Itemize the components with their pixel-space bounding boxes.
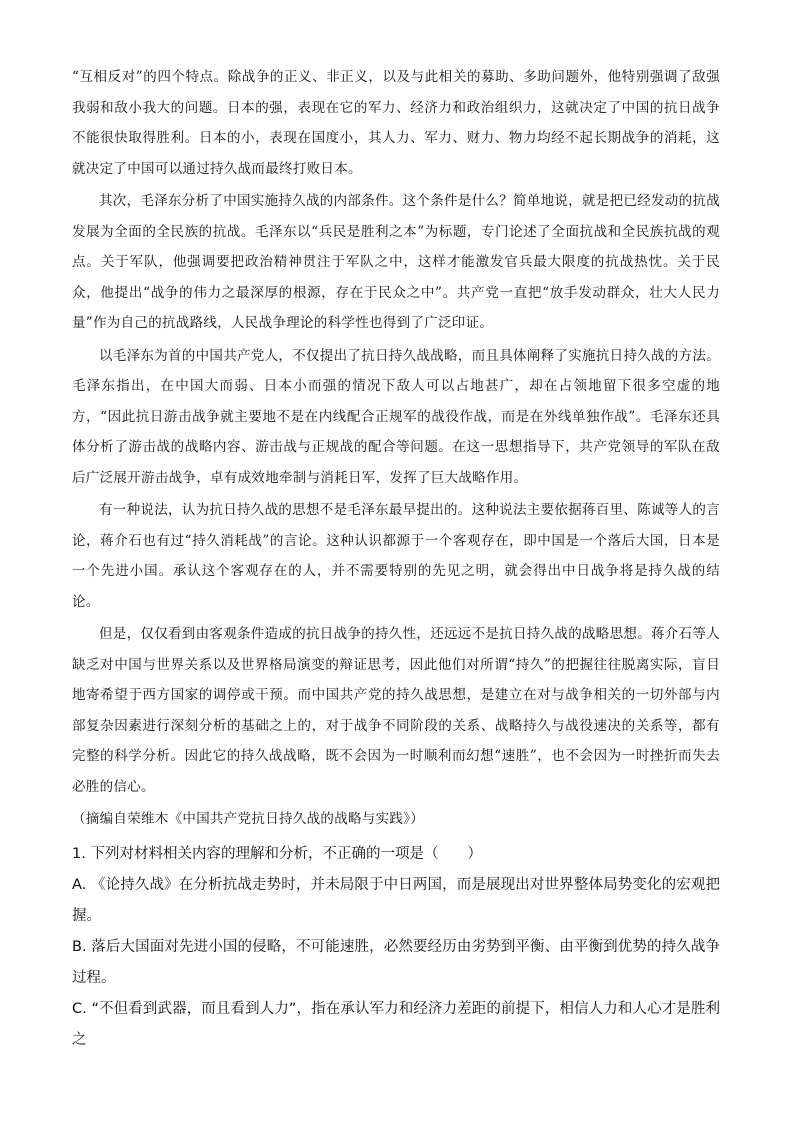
question-stem: 1. 下列对材料相关内容的理解和分析，不正确的一项是（ ） (72, 845, 482, 862)
option-b: B. 落后大国面对先进小国的侵略，不可能速胜，必然要经历由劣势到平衡、由平衡到优势的持久战争过程。 (72, 938, 720, 986)
passage-paragraph-5: 但是，仅仅看到由客观条件造成的抗日战争的持久性，还远远不是抗日持久战的战略思想。蒋介石等人缺乏对中国与世界关系以及世界格局演变的辩证思考，因此他们对所谓“持久”的把握往往脱离实际，盲目地寄希望于西方国家的调停或干预。而中国共产党的持久战思想，是建立在对与战争相关的一切外部与内部复杂因素进行深刻分析的基础之上的，对于战争不同阶段的关系、战略持久与战役速决的关系等，都有完整的科学分析。因此它的持久战战略，既不会因为一时顺利而幻想“速胜”，也不会因为一时挫折而失去必胜的信心。 (72, 626, 720, 795)
passage-paragraph-4: 有一种说法，认为抗日持久战的思想不是毛泽东最早提出的。这种说法主要依据蒋百里、陈诚等人的言论，蒋介石也有过“持久消耗战”的言论。这种认识都源于一个客观存在，即中国是一个落后大国，日本是一个先进小国。承认这个客观存在的人，并不需要特别的先见之明，就会得出中日战争将是持久战的结论。 (72, 502, 720, 610)
passage-paragraph-3: 以毛泽东为首的中国共产党人，不仅提出了抗日持久战战略，而且具体阐释了实施抗日持久战的方法。毛泽东指出，在中国大而弱、日本小而强的情况下敌人可以占地甚广，却在占领地留下很多空虚的地方，“因此抗日游击战争就主要地不是在内线配合正规军的战役作战，而是在外线单独作战”。毛泽东还具体分析了游击战的战略内容、游击战与正规战的配合等问题。在这一思想指导下，共产党领导的军队在敌后广泛展开游击战争，卓有成效地牵制与消耗日军，发挥了巨大战略作用。 (72, 347, 720, 486)
option-a: A. 《论持久战》在分析抗战走势时，并未局限于中日两国，而是展现出对世界整体局势变化的宏观把握。 (72, 876, 720, 924)
passage-paragraph-2: 其次，毛泽东分析了中国实施持久战的内部条件。这个条件是什么？简单地说，就是把已经发动的抗战发展为全面的全民族的抗战。毛泽东以“兵民是胜利之本”为标题，专门论述了全面抗战和全民族抗战的观点。关于军队，他强调要把政治精神贯注于军队之中，这样才能激发官兵最大限度的抗战热忱。关于民众，他提出“战争的伟力之最深厚的根源，存在于民众之中”。共产党一直把“放手发动群众，壮大人民力量”作为自己的抗战路线，人民战争理论的科学性也得到了广泛印证。 (72, 193, 720, 331)
document-page (72, 62, 720, 1056)
passage-source-citation: （摘编自荣维木《中国共产党抗日持久战的战略与实践》） (72, 811, 425, 827)
question-1 (72, 839, 720, 1056)
reading-passage (72, 62, 720, 835)
option-c: C. “不但看到武器，而且看到人力”，指在承认军力和经济力差距的前提下，相信人力和人心才是胜利之 (72, 1000, 720, 1048)
passage-paragraph-1: “互相反对”的四个特点。除战争的正义、非正义，以及与此相关的募助、多助问题外，他特别强调了敌强我弱和敌小我大的问题。日本的强，表现在它的军力、经济力和政治组织力，这就决定了中国的抗日战争不能很快取得胜利。日本的小，表现在国度小，其人力、军力、财力、物力均经不起长期战争的消耗，这就决定了中国可以通过持久战而最终打败日本。 (72, 69, 720, 177)
